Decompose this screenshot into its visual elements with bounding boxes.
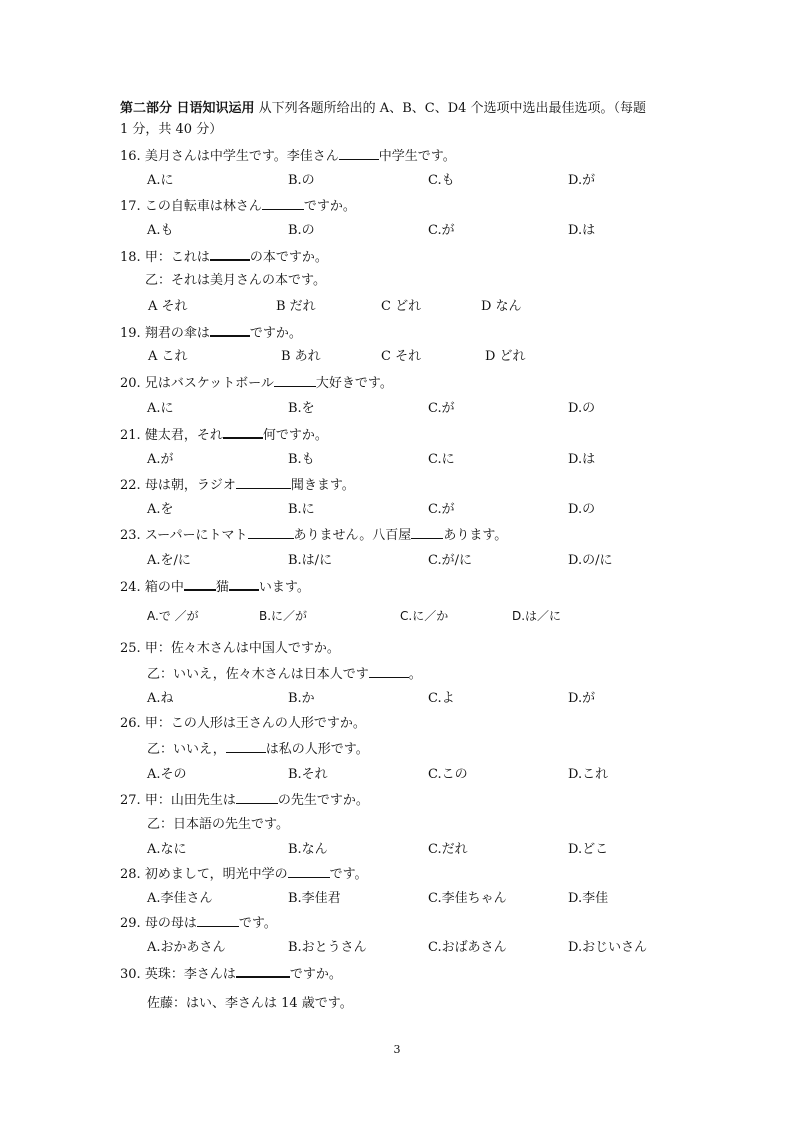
question-number: 30. (120, 967, 141, 982)
option-b: B.それ (288, 767, 328, 782)
question-text: ですか。 (249, 326, 302, 341)
option-a: A.で ／が (147, 609, 199, 623)
question-text: ありません。八百屋 (293, 528, 412, 543)
question-text: 。 (408, 667, 422, 682)
option-d: D.は (568, 223, 596, 238)
option-b: B.に／が (259, 609, 308, 623)
option-a: A.ね (147, 691, 174, 706)
question-text: ですか。 (303, 199, 356, 214)
option-c: C どれ (381, 299, 422, 314)
option-b: B.を (288, 401, 315, 416)
option-b: B.なん (288, 842, 328, 857)
option-a: A それ (148, 299, 188, 314)
answer-blank (369, 665, 409, 678)
option-d: D なん (481, 299, 522, 314)
question-text: 乙：いいえ， (147, 742, 226, 757)
option-b: B.も (288, 452, 315, 467)
dialogue-line: 甲：この人形は王さんの人形ですか。 (144, 716, 366, 731)
question-text: スーパーにトマト (144, 528, 248, 543)
question-text: は私の人形です。 (265, 742, 369, 757)
question-20 (120, 374, 393, 393)
question-number: 17. (120, 199, 141, 214)
question-text: 甲：これは (144, 250, 210, 265)
dialogue-line: 甲：佐々木さんは中国人ですか。 (144, 641, 340, 656)
dialogue-line (147, 665, 422, 684)
option-b: B.李佳君 (288, 891, 341, 906)
question-text: あります。 (443, 528, 508, 543)
question-text: ですか。 (289, 967, 342, 982)
question-text: 翔君の傘は (144, 326, 210, 341)
dialogue-line: 佐藤：はい、李さんは 14 歳です。 (147, 996, 353, 1011)
question-text: 猫 (215, 580, 229, 595)
question-text: この自転車は林さん (144, 199, 262, 214)
option-c: C.おばあさん (428, 940, 507, 955)
question-29 (120, 914, 277, 933)
question-number: 23. (120, 528, 141, 543)
question-text: 大好きです。 (315, 376, 393, 391)
option-c: C.が (428, 223, 455, 238)
question-text: 乙：いいえ，佐々木さんは日本人です (147, 667, 369, 682)
dialogue-line (147, 740, 369, 759)
option-a: A これ (148, 349, 188, 364)
question-18 (120, 247, 328, 267)
question-number: 24. (120, 580, 141, 595)
question-number: 26. (120, 716, 141, 731)
option-c: C.が/に (428, 553, 472, 568)
option-b: B.か (288, 691, 315, 706)
option-b: B.の (288, 173, 315, 188)
option-d: D.李佳 (568, 891, 609, 906)
question-text: います。 (258, 580, 310, 595)
question-25 (120, 640, 340, 658)
option-d: D.の/に (568, 553, 613, 568)
answer-blank (339, 147, 379, 160)
question-text: 健太君，それ (144, 428, 223, 443)
option-c: C.が (428, 502, 455, 517)
option-b: B あれ (281, 349, 321, 364)
question-number: 18. (120, 250, 141, 265)
option-a: A.おかあさん (147, 940, 226, 955)
question-text: 箱の中 (144, 580, 184, 595)
answer-blank (184, 577, 216, 591)
dialogue-line: 乙：それは美月さんの本です。 (145, 273, 326, 288)
question-26 (120, 715, 366, 733)
question-number: 20. (120, 376, 141, 391)
option-c: C.李佳ちゃん (428, 891, 507, 906)
answer-blank (210, 247, 250, 261)
answer-blank (197, 914, 239, 927)
option-a: A.を/に (147, 553, 191, 568)
answer-blank (229, 577, 259, 591)
option-a: A.に (147, 173, 174, 188)
answer-blank (236, 476, 291, 489)
question-text: 母は朝，ラジオ (144, 478, 236, 493)
option-a: A.李佳さん (147, 891, 213, 906)
question-text: の本ですか。 (249, 250, 328, 265)
question-text: の先生ですか。 (277, 793, 369, 808)
section-title: 第二部分 日语知识运用 (120, 101, 255, 116)
option-d: D.これ (568, 767, 609, 782)
question-number: 25. (120, 641, 141, 656)
option-c: C.が (428, 401, 455, 416)
question-19 (120, 323, 302, 343)
option-b: B.に (288, 502, 315, 517)
option-d: D.は (568, 452, 596, 467)
question-30 (120, 964, 342, 984)
answer-blank (248, 526, 294, 539)
answer-blank (226, 740, 266, 753)
option-b: B だれ (276, 299, 316, 314)
section-header (120, 100, 646, 118)
option-a: A.その (147, 767, 187, 782)
question-text: 美月さんは中学生です。李佳さん (144, 149, 339, 164)
answer-blank (262, 197, 304, 210)
answer-blank (236, 791, 278, 804)
question-22 (120, 476, 355, 495)
option-d: D どれ (485, 349, 526, 364)
question-text: 何ですか。 (262, 428, 328, 443)
question-text: 聞きます。 (290, 478, 355, 493)
question-number: 19. (120, 326, 141, 341)
answer-blank (411, 526, 443, 539)
question-number: 28. (120, 867, 141, 882)
option-c: C.も (428, 173, 455, 188)
option-b: B.は/に (288, 553, 333, 568)
section-instructions: 从下列各题所给出的 A、B、C、D4 个选项中选出最佳选项。（每题 (258, 101, 647, 116)
option-d: D.が (568, 691, 596, 706)
option-a: A.なに (147, 842, 187, 857)
option-b: B.の (288, 223, 315, 238)
question-21 (120, 425, 328, 445)
option-b: B.おとうさん (288, 940, 367, 955)
question-17 (120, 197, 356, 216)
question-number: 22. (120, 478, 141, 493)
option-c: C それ (381, 349, 422, 364)
question-28 (120, 865, 368, 884)
dialogue-line: 乙：日本語の先生です。 (147, 817, 289, 832)
question-number: 27. (120, 793, 141, 808)
question-24 (120, 577, 310, 597)
answer-blank (223, 425, 263, 439)
answer-blank (288, 865, 330, 878)
option-d: D.おじいさん (568, 940, 648, 955)
question-text: 兄はバスケットボール (144, 376, 274, 391)
option-c: C.に (428, 452, 455, 467)
option-c: C.よ (428, 691, 455, 706)
option-a: A.も (147, 223, 174, 238)
option-a: A.に (147, 401, 174, 416)
question-text: です。 (238, 916, 277, 931)
question-23 (120, 526, 507, 545)
option-d: D.の (568, 502, 596, 517)
option-d: D.が (568, 173, 596, 188)
answer-blank (236, 964, 290, 978)
question-number: 21. (120, 428, 141, 443)
option-c: C.この (428, 767, 468, 782)
option-d: D.の (568, 401, 596, 416)
question-number: 16. (120, 149, 141, 164)
question-text: 初めまして，明光中学の (144, 867, 288, 882)
option-c: C.に／か (400, 609, 449, 623)
question-text: 甲：山田先生は (144, 793, 236, 808)
question-16 (120, 147, 456, 166)
question-text: 中学生です。 (378, 149, 456, 164)
option-d: D.どこ (568, 842, 609, 857)
option-a: A.を (147, 502, 174, 517)
page-number: 3 (393, 1043, 401, 1056)
question-text: です。 (329, 867, 368, 882)
option-a: A.が (147, 452, 174, 467)
answer-blank (210, 323, 250, 337)
question-text: 母の母は (144, 916, 197, 931)
section-instructions-cont: 1 分，共 40 分） (120, 122, 223, 137)
answer-blank (274, 374, 316, 387)
question-text: 英珠：李さんは (144, 967, 236, 982)
question-27 (120, 791, 369, 810)
option-c: C.だれ (428, 842, 468, 857)
option-d: D.は／に (512, 609, 562, 623)
question-number: 29. (120, 916, 141, 931)
